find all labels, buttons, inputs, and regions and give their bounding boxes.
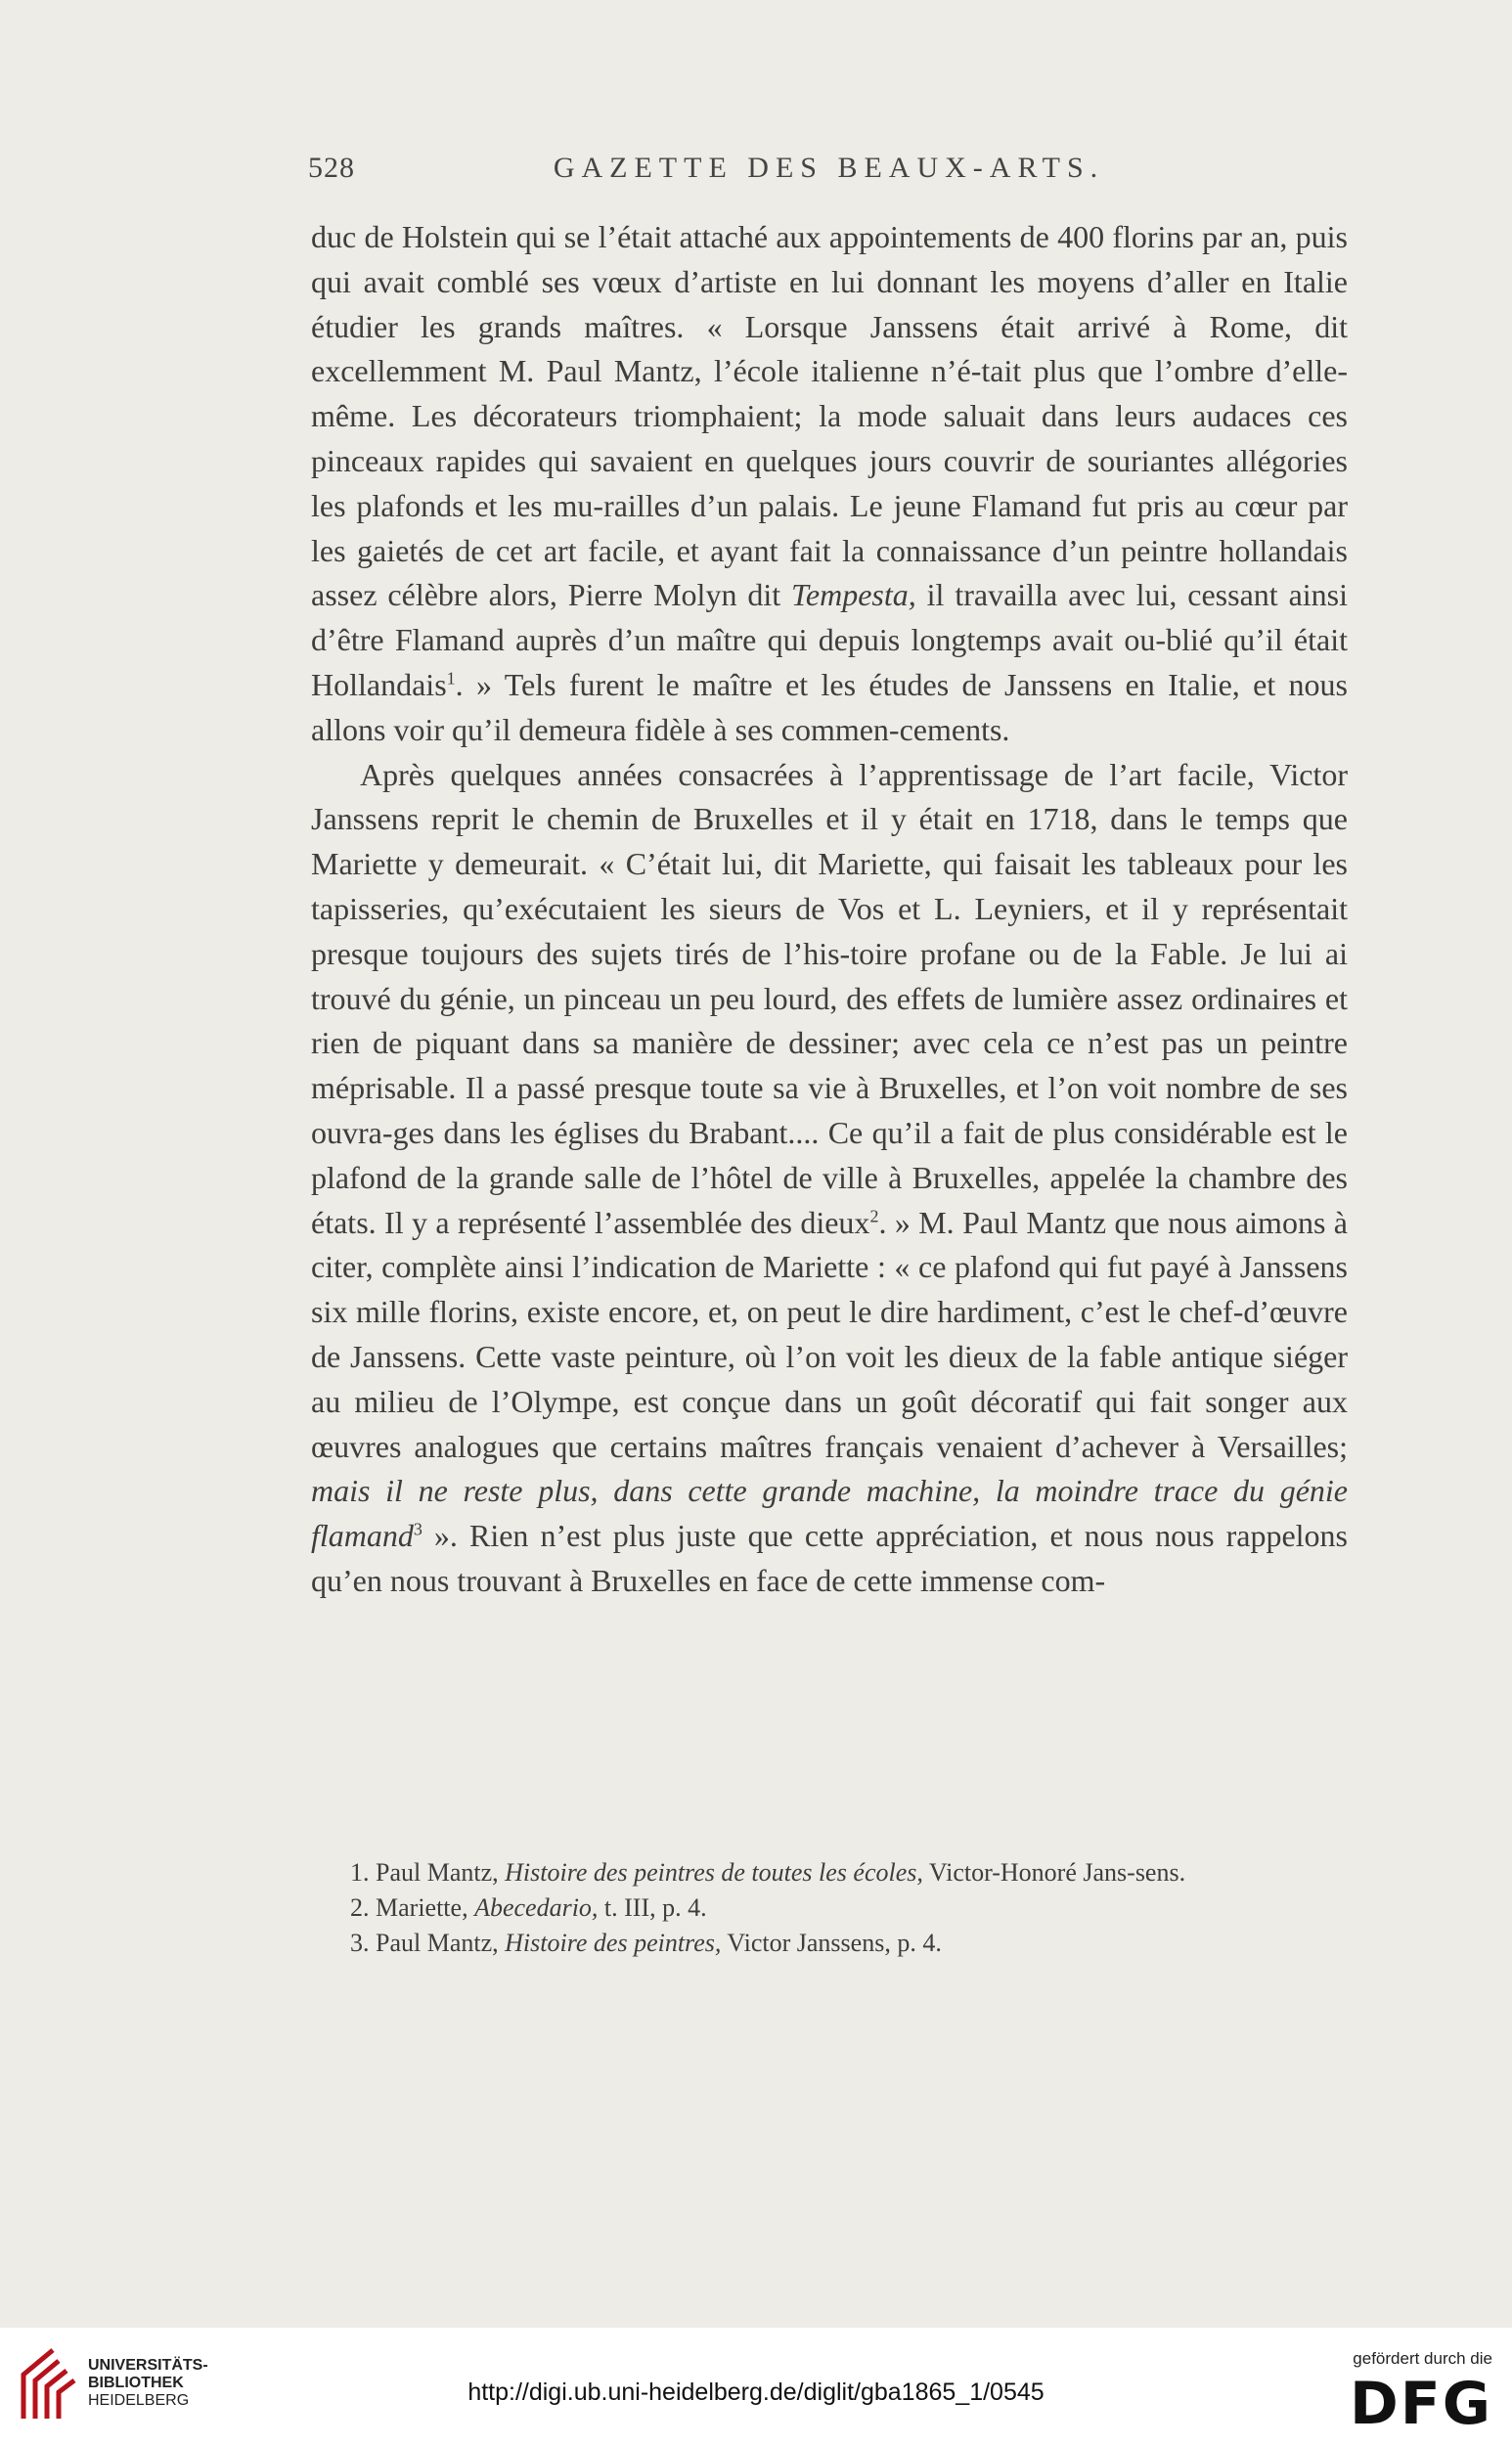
library-line-2: BIBLIOTHEK bbox=[88, 2375, 184, 2391]
dfg-logo: DFG bbox=[1349, 2370, 1492, 2438]
footnote-ref-3: 3 bbox=[413, 1519, 422, 1539]
paragraph-1 bbox=[311, 215, 1348, 753]
digitization-footer bbox=[0, 2328, 1512, 2445]
footnote-2 bbox=[311, 1890, 1348, 1926]
footnote-text: 1. Paul Mantz, bbox=[350, 1858, 506, 1887]
funding-caption: gefördert durch die bbox=[1353, 2349, 1492, 2368]
italic-run: Tempesta, bbox=[791, 577, 916, 613]
paragraph-2 bbox=[311, 753, 1348, 1604]
footnote-title: Abecedario, bbox=[474, 1893, 599, 1922]
footnote-text: 2. Mariette, bbox=[350, 1893, 475, 1922]
library-line-3: HEIDELBERG bbox=[88, 2392, 190, 2409]
footnote-ref-2: 2 bbox=[869, 1205, 879, 1225]
text-run: Après quelques années consacrées à l’apprentissage de l’art facile, Victor Janssens reprit le chemin de Bruxelles et il y était en 1718, dans le temps que Mariette y demeurait. « C’était lui, dit Mariette, qui faisait les tableaux pour les tapisseries, qu’exécutaient les sieurs de Vos et L. Leyniers, et il y représentait presque toujours des sujets tirés de l’his-toire profane ou de la Fable. Je lui ai trouvé du génie, un pinceau un peu lourd, des effets de lumière assez ordinaires et rien de piquant dans sa manière de dessiner; avec cela ce n’est pas un peintre méprisable. Il a passé presque toute sa vie à Bruxelles, et l’on voit nombre de ses ouvra-ges dans les églises du Brabant.... Ce qu’il a fait de plus considérable est le plafond de la grande salle de l’hôtel de ville à Bruxelles, appelée la chambre des états. Il y a représenté l’assemblée des dieux bbox=[311, 756, 1348, 1240]
footnotes bbox=[311, 1855, 1348, 1961]
footnote-1 bbox=[311, 1855, 1348, 1890]
footnote-ref-1: 1 bbox=[446, 668, 456, 689]
text-run: il travailla avec lui, cessant ainsi d’être Flamand auprès d’un maître qui depuis longtemps avait ou-blié qu’il était Hollandais bbox=[311, 577, 1349, 702]
footnote-text: Victor Janssens, p. 4. bbox=[721, 1929, 942, 1957]
text-run: . » M. Paul Mantz que nous aimons à citer, complète ainsi l’indication de Mariette : « ce plafond qui fut payé à Janssens six mille florins, existe encore, et, on peut le dire hardiment, c’est le chef-d’œuvre de Janssens. Cette vaste peinture, où l’on voit les dieux de la fable antique siéger au milieu de l’Olympe, est conçue dans un goût décoratif qui fait songer aux œuvres analogues que certains maîtres français venaient d’achever à Versailles; bbox=[311, 1204, 1349, 1464]
footnote-text: Victor-Honoré Jans-sens. bbox=[922, 1858, 1186, 1887]
library-line-1: UNIVERSITÄTS- bbox=[88, 2357, 208, 2374]
footnote-text: t. III, p. 4. bbox=[598, 1893, 707, 1922]
running-head bbox=[308, 152, 1350, 191]
text-run: duc de Holstein qui se l’était attaché aux appointements de 400 florins par an, puis qui avait comblé ses vœux d’artiste en lui donnant les moyens d’aller en Italie étudier les grands maîtres. « Lorsque Janssens était arrivé à Rome, dit excellemment M. Paul Mantz, l’école italienne n’é-tait plus que l’ombre d’elle-même. Les décorateurs triomphaient; la mode saluait dans leurs audaces ces pinceaux rapides qui savaient en quelques jours couvrir de souriantes allégories les plafonds et les mu-railles d’un palais. Le jeune Flamand fut pris au cœur par les gaietés de cet art facile, et ayant fait la connaissance d’un peintre hollandais assez célèbre alors, Pierre Molyn dit bbox=[311, 219, 1348, 613]
body-text bbox=[311, 215, 1348, 1604]
page-number: 528 bbox=[308, 152, 355, 184]
footnote-title: Histoire des peintres, bbox=[505, 1929, 722, 1957]
footnote-title: Histoire des peintres de toutes les écoles, bbox=[505, 1858, 923, 1887]
permalink-url[interactable]: http://digi.ub.uni-heidelberg.de/diglit/gba1865_1/0545 bbox=[467, 2378, 1045, 2406]
italic-run: mais il ne reste plus, dans cette grande machine, la moindre trace du génie flamand bbox=[311, 1473, 1348, 1554]
text-run: ». Rien n’est plus juste que cette appréciation, et nous nous rappelons qu’en nous trouvant à Bruxelles en face de cette immense com- bbox=[311, 1518, 1348, 1598]
text-run: . » Tels furent le maître et les études de Janssens en Italie, et nous allons voir qu’il demeura fidèle à ses commen-cements. bbox=[311, 666, 1348, 747]
footnote-text: 3. Paul Mantz, bbox=[350, 1929, 506, 1957]
footnote-3 bbox=[311, 1926, 1348, 1961]
journal-title: GAZETTE DES BEAUX-ARTS. bbox=[553, 152, 1105, 184]
